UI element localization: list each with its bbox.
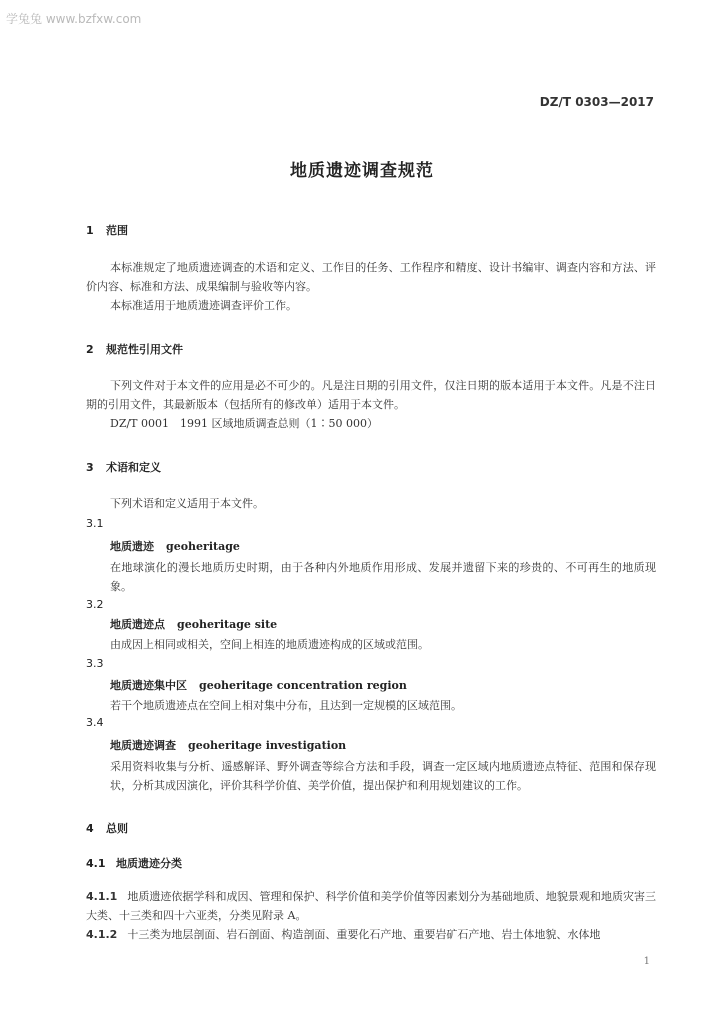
- term-definition: 若干个地质遗迹点在空间上相对集中分布，且达到一定规模的区域范围。: [110, 699, 462, 712]
- section-title: 总则: [106, 822, 128, 835]
- subsection-title: 地质遗迹分类: [116, 857, 182, 870]
- term-heading: [110, 737, 346, 753]
- term-en: geoheritage: [166, 540, 240, 553]
- subsection-heading: [86, 855, 182, 871]
- term-zh: 地质遗迹点: [110, 618, 165, 631]
- section-number: 1: [86, 224, 94, 237]
- term-zh: 地质遗迹集中区: [110, 679, 187, 692]
- section-4-heading: [86, 820, 128, 836]
- section-number: 4: [86, 822, 94, 835]
- term-heading: [110, 538, 240, 554]
- clause-number: 4.1.2: [86, 928, 118, 941]
- term-zh: 地质遗迹调查: [110, 739, 176, 752]
- section-number: 2: [86, 343, 94, 356]
- subsection-number: 4.1: [86, 857, 106, 870]
- term-definition: 采用资料收集与分析、遥感解译、野外调查等综合方法和手段，调查一定区域内地质遗迹点特征、范围和保存现状，分析其成因演化，评价其科学价值、美学价值，提出保护和利用规划建议的工作。: [110, 760, 656, 792]
- paragraph: 下列术语和定义适用于本文件。: [110, 497, 264, 510]
- section-title: 术语和定义: [106, 461, 161, 474]
- section-2-heading: [86, 341, 183, 357]
- clause-paragraph: [86, 887, 656, 925]
- paragraph: 本标准规定了地质遗迹调查的术语和定义、工作目的任务、工作程序和精度、设计书编审、调查内容和方法、评价内容、标准和方法、成果编制与验收等内容。: [86, 261, 656, 293]
- clause-text: 十三类为地层剖面、岩石剖面、构造剖面、重要化石产地、重要岩矿石产地、岩土体地貌、水体地: [127, 928, 601, 941]
- term-number: 3.4: [86, 716, 104, 729]
- term-en: geoheritage concentration region: [199, 679, 407, 692]
- term-number: 3.2: [86, 598, 104, 611]
- term-en: geoheritage investigation: [188, 739, 347, 752]
- reference-entry: DZ/T 0001 1991 区域地质调查总则（1∶50 000）: [110, 417, 378, 430]
- clause-text: 地质遗迹依据学科和成因、管理和保护、科学价值和美学价值等因素划分为基础地质、地貌景观和地质灾害三大类、十三类和四十六亚类，分类见附录 A。: [86, 890, 656, 922]
- section-title: 范围: [106, 224, 128, 237]
- clause-paragraph: [86, 925, 656, 944]
- page-number: 1: [643, 956, 650, 967]
- term-zh: 地质遗迹: [110, 540, 154, 553]
- section-title: 规范性引用文件: [106, 343, 183, 356]
- paragraph: 下列文件对于本文件的应用是必不可少的。凡是注日期的引用文件，仅注日期的版本适用于本文件。凡是不注日期的引用文件，其最新版本（包括所有的修改单）适用于本文件。: [86, 379, 656, 411]
- watermark: 学兔兔 www.bzfxw.com: [6, 12, 142, 26]
- term-en: geoheritage site: [177, 618, 278, 631]
- section-number: 3: [86, 461, 94, 474]
- term-definition: 在地球演化的漫长地质历史时期，由于各种内外地质作用形成、发展并遗留下来的珍贵的、不可再生的地质现象。: [110, 561, 656, 593]
- document-number: DZ/T 0303—2017: [539, 95, 654, 109]
- term-definition: 由成因上相同或相关，空间上相连的地质遗迹构成的区域或范围。: [110, 638, 429, 651]
- term-number: 3.3: [86, 657, 104, 670]
- term-heading: [110, 616, 277, 632]
- term-number: 3.1: [86, 517, 104, 530]
- section-1-heading: [86, 222, 128, 238]
- term-heading: [110, 677, 407, 693]
- document-title: 地质遗迹调查规范: [290, 161, 434, 181]
- paragraph: 本标准适用于地质遗迹调查评价工作。: [110, 299, 297, 312]
- clause-number: 4.1.1: [86, 890, 118, 903]
- section-3-heading: [86, 459, 161, 475]
